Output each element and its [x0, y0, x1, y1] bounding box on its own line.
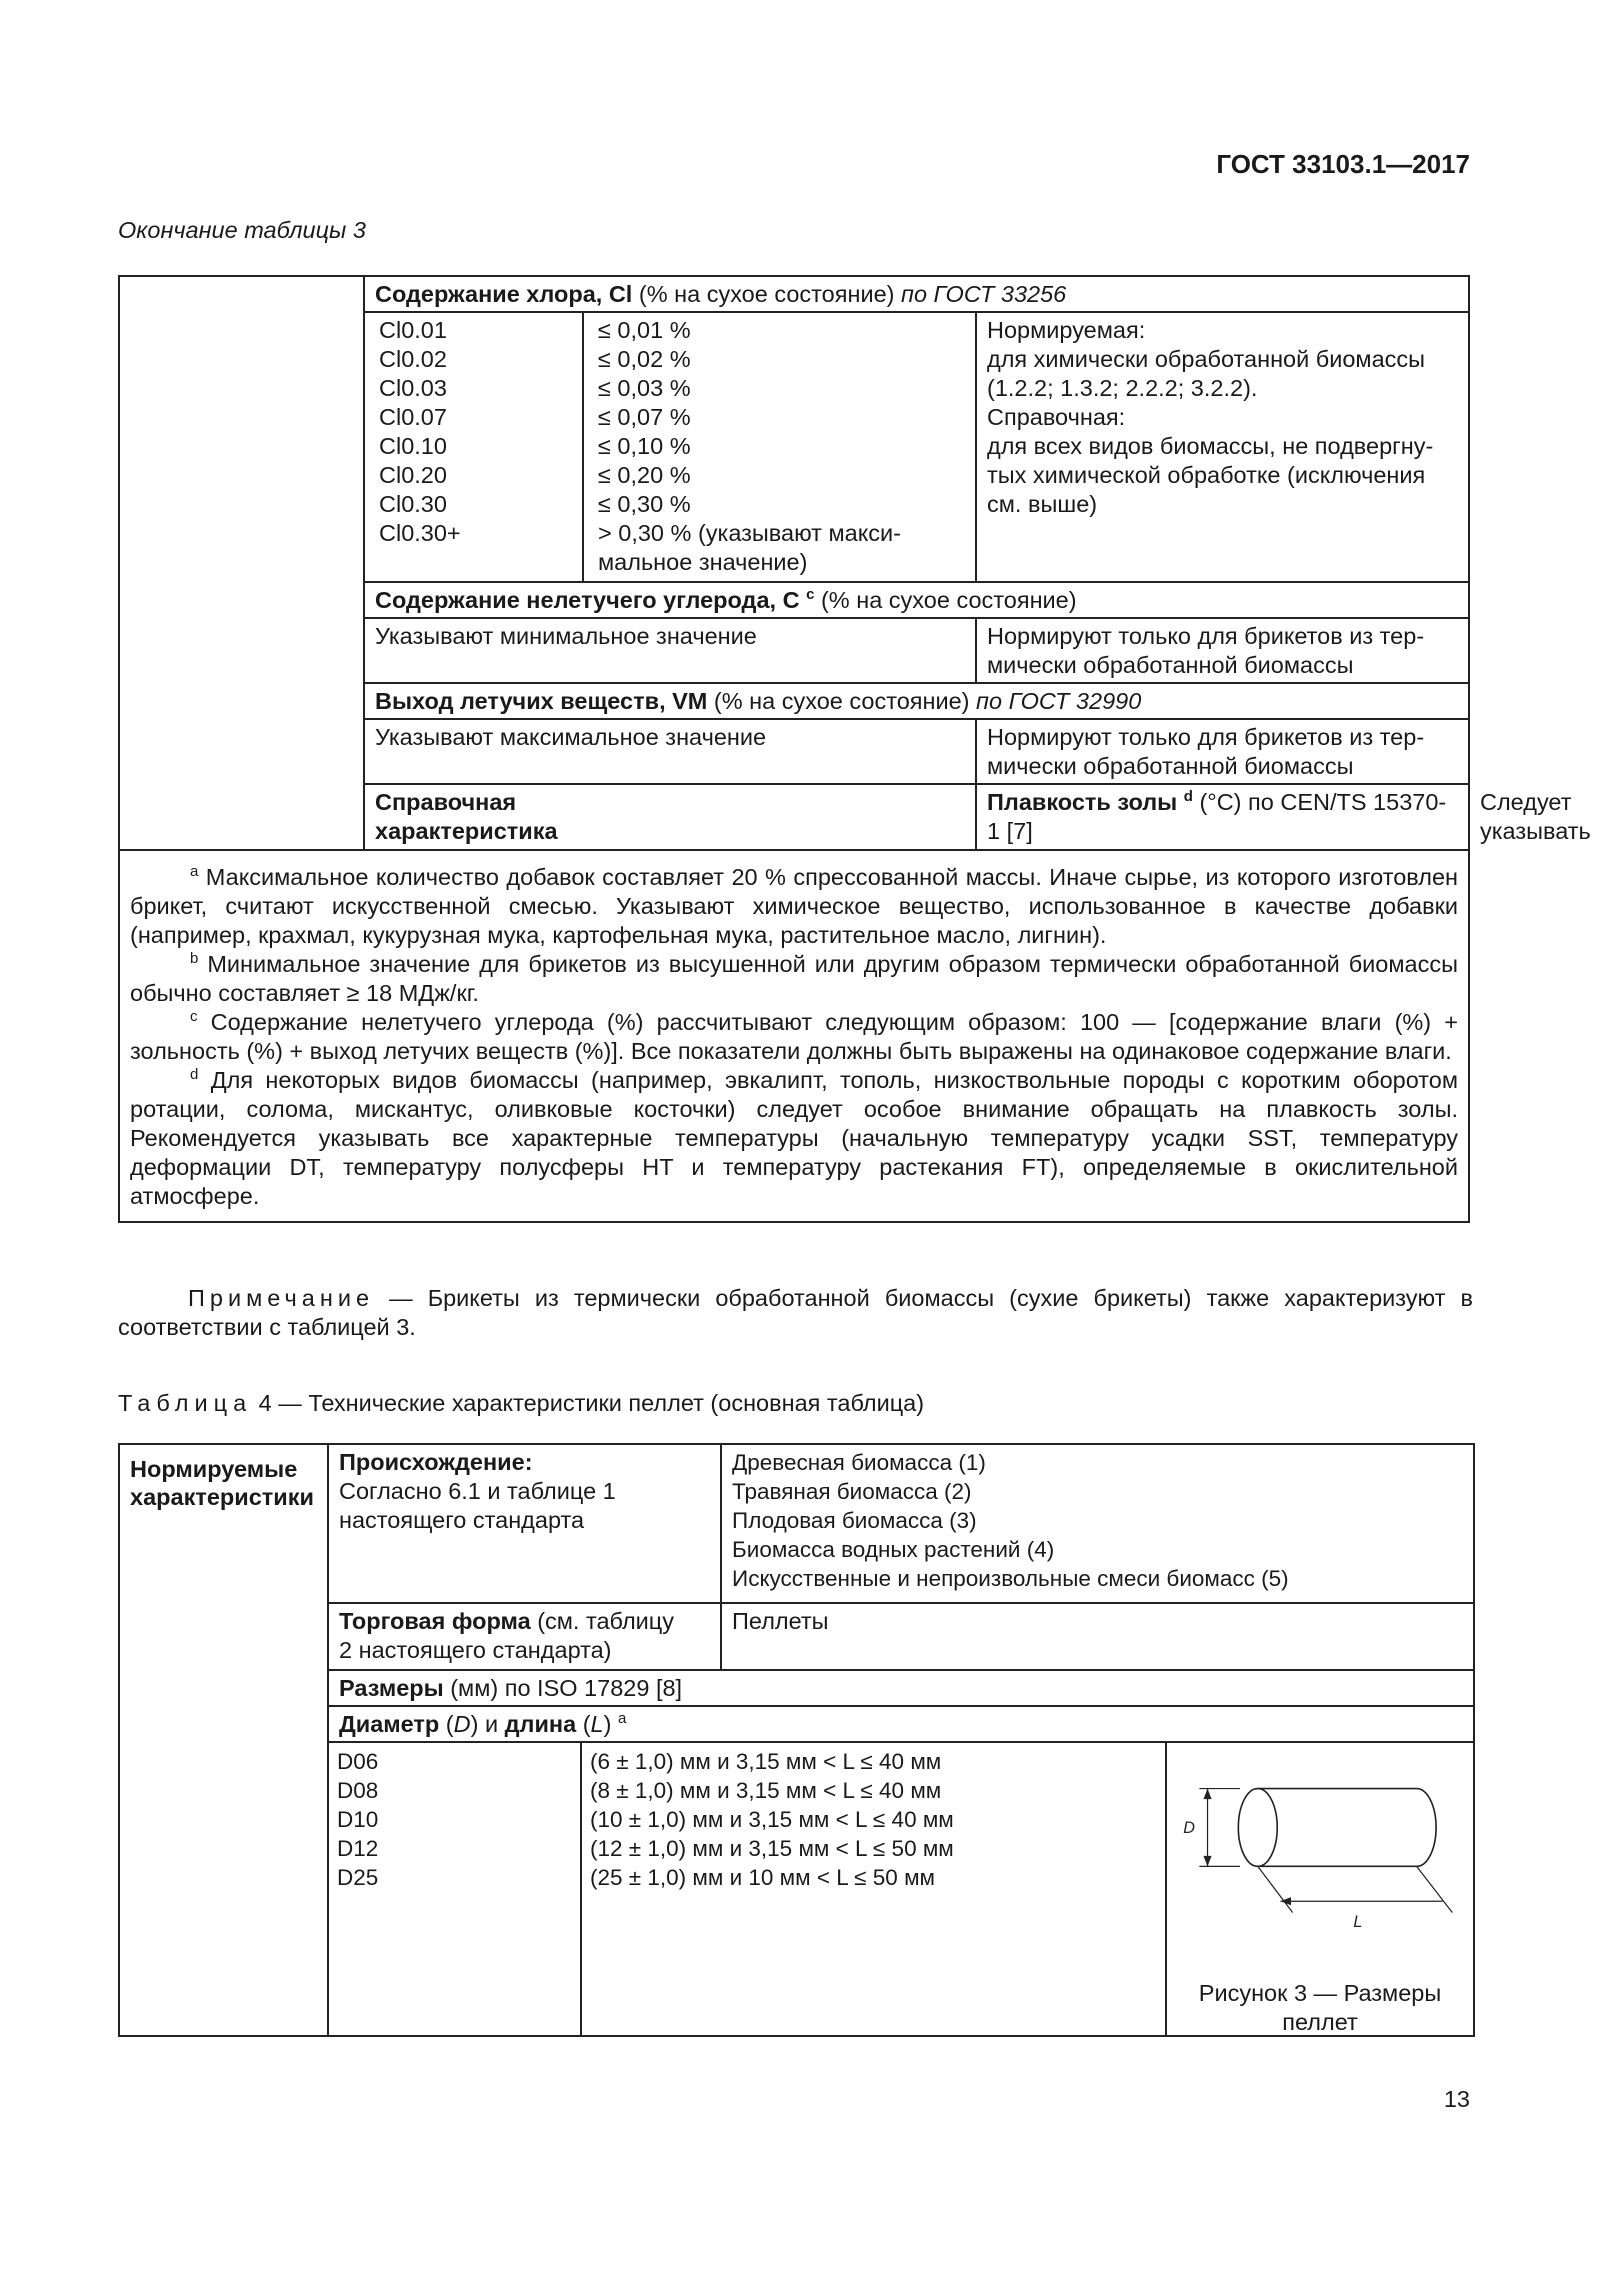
- note-paragraph: Примечание — Брикеты из термически обработанной биомассы (сухие брикеты) также характеризуют в соответствии с таблицей 3.: [118, 1285, 1473, 1340]
- table-4: [327, 1443, 1475, 2037]
- carbon-value: Указывают минимальное значение: [364, 618, 976, 683]
- page-number: 13: [1443, 2086, 1470, 2112]
- dimensions-title: Диаметр (D) и длина (L) $^a$: [328, 1706, 1474, 1742]
- footnote-c: $^c$ Содержание нелетучего углерода (%) рассчитывают следующим образом: 100 — [содержание влаги (%) + зольность (%) + выход летучих веществ (%)]. Все показатели должны быть выражены на одинаковое содержание влаги.: [130, 1008, 1458, 1064]
- document-code: ГОСТ 33103.1—2017: [1216, 149, 1470, 179]
- volatile-note: Нормируют только для брикетов из тер- мически обработанной биомассы: [976, 719, 1469, 784]
- table-continuation-label: Окончание таблицы 3: [118, 217, 366, 243]
- chlorine-classes-cell: [364, 312, 976, 582]
- figure-label-d: D: [1183, 1819, 1195, 1838]
- table-3-end: [118, 275, 1591, 1223]
- footnote-a: $^a$ Максимальное количество добавок составляет 20 % спрессованной массы. Иначе сырье, из которого изготовлен брикет, считают искусственной смесью. Указывают химическое вещество, использованное в качестве добавки (например, крахмал, кукурузная мука, картофельная мука, растительное масло, лигнин).: [130, 863, 1458, 948]
- ash-melt-title: Плавкость золы $^d$ (°C) по CEN/TS 15370-1 [7]: [976, 784, 1469, 850]
- volatile-title: Выход летучих веществ, VM (% на сухое состояние) по ГОСТ 32990: [364, 683, 1469, 719]
- pellet-figure-cell: [1166, 1742, 1474, 2036]
- figure-label-l: L: [1353, 1913, 1363, 1932]
- footnote-d: $^d$ Для некоторых видов биомассы (например, эвкалипт, тополь, низкоствольные породы с коротким оборотом ротации, солома, мискантус, оливковые косточки) следует особое внимание обращать на плавкость золы. Рекомендуется указывать все характерные температуры (начальную температуру усадки SST, температуру деформации DT, температуру полусферы HT и температуру растекания FT), определяемые в окислительной атмосфере.: [130, 1066, 1458, 1209]
- ash-melt-category: Справочная характеристика: [364, 784, 976, 850]
- chlorine-codes: Cl0.01 Cl0.02 Cl0.03 Cl0.07 Cl0.10 Cl0.20 Cl0.30 Cl0.30+: [365, 313, 583, 581]
- trade-form-value: Пеллеты: [721, 1603, 1474, 1670]
- table-4-category: Нормируемые характеристики: [118, 1443, 327, 2037]
- chlorine-note: Нормируемая: для химически обработанной биомассы (1.2.2; 1.3.2; 2.2.2; 3.2.2). Справочная: для всех видов биомассы, не подвергну- тых химической обработке (исключения см. выше): [976, 312, 1469, 582]
- carbon-note: Нормируют только для брикетов из тер- мически обработанной биомассы: [976, 618, 1469, 683]
- table-4-title: Таблица 4 — Технические характеристики пеллет (основная таблица): [118, 1390, 925, 1416]
- origin-values: Древесная биомасса (1) Травяная биомасса (2) Плодовая биомасса (3) Биомасса водных растений (4) Искусственные и непроизвольные смеси биомасс (5): [721, 1444, 1474, 1603]
- footnote-b: $^b$ Минимальное значение для брикетов из высушенной или другим образом термически обработанной биомассы обычно составляет ≥ 18 МДж/кг.: [130, 950, 1458, 1006]
- origin-title: Происхождение: Согласно 6.1 и таблице 1 настоящего стандарта: [328, 1444, 721, 1603]
- carbon-title: Содержание нелетучего углерода, C $^c$ (% на сухое состояние): [364, 582, 1469, 618]
- table-3-footnotes: [119, 850, 1469, 1222]
- dimension-ranges: (6 ± 1,0) мм и 3,15 мм < L ≤ 40 мм (8 ± 1,0) мм и 3,15 мм < L ≤ 40 мм (10 ± 1,0) мм и 3,15 мм < L ≤ 40 мм (12 ± 1,0) мм и 3,15 мм < L ≤ 50 мм (25 ± 1,0) мм и 10 мм < L ≤ 50 мм: [581, 1742, 1166, 2036]
- chlorine-title: Содержание хлора, Cl (% на сухое состояние) по ГОСТ 33256: [364, 276, 1469, 312]
- dimension-codes: D06 D08 D10 D12 D25: [328, 1742, 581, 2036]
- chlorine-row: [119, 276, 1469, 312]
- ash-melt-row: Справочная характеристика Плавкость золы $^d$ (°C) по CEN/TS 15370-1 [7] Следует указывать: [119, 784, 1469, 850]
- chlorine-limits: ≤ 0,01 % ≤ 0,02 % ≤ 0,03 % ≤ 0,07 % ≤ 0,10 % ≤ 0,20 % ≤ 0,30 % > 0,30 % (указывают макси- мальное значение): [598, 317, 901, 575]
- volatile-value: Указывают максимальное значение: [364, 719, 976, 784]
- category-cell-empty: [119, 276, 364, 850]
- sizes-title: Размеры (мм) по ISO 17829 [8]: [328, 1670, 1474, 1706]
- trade-form-title: Торговая форма (см. таблицу 2 настоящего стандарта): [328, 1603, 721, 1670]
- figure-caption: Рисунок 3 — Размеры пеллет: [1198, 1980, 1442, 2035]
